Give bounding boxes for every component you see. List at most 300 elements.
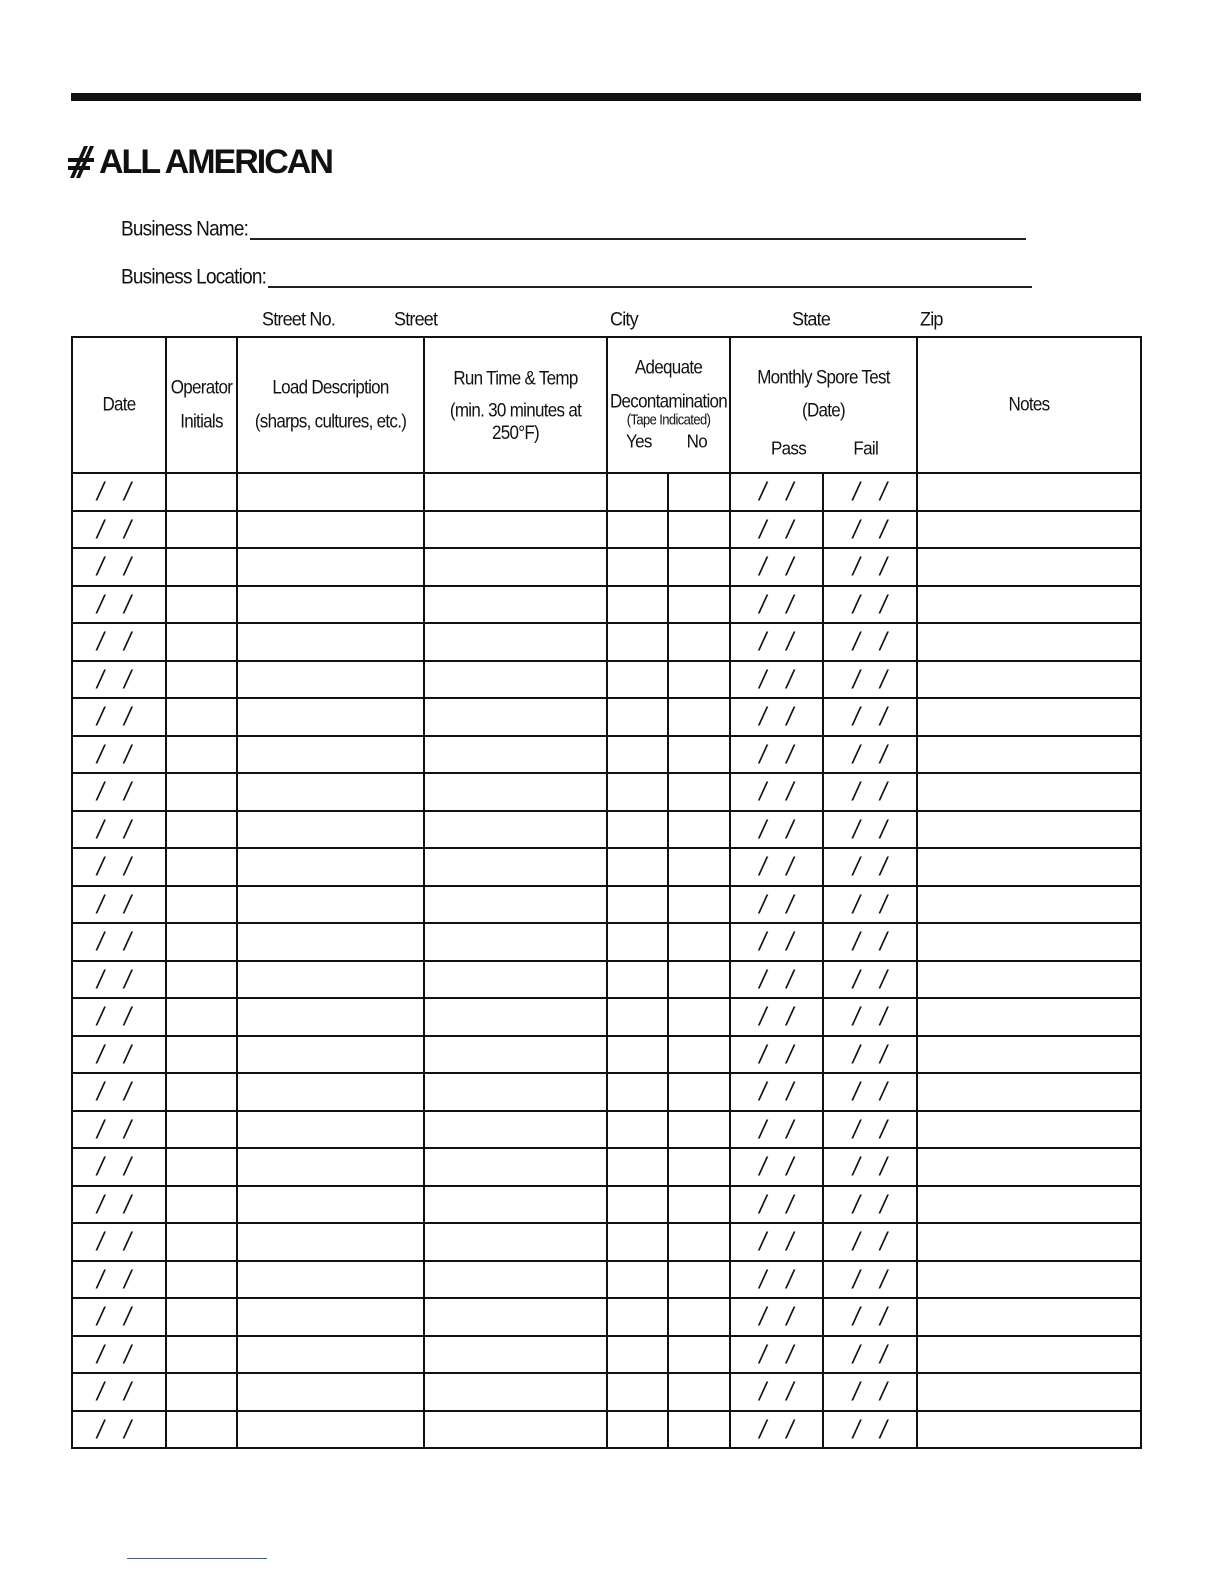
operator-initials-cell[interactable] <box>166 548 237 586</box>
notes-cell[interactable] <box>917 548 1141 586</box>
notes-cell[interactable] <box>917 1111 1141 1149</box>
load-description-cell[interactable] <box>237 998 424 1036</box>
run-time-temp-cell[interactable] <box>424 886 607 924</box>
notes-cell[interactable] <box>917 1223 1141 1261</box>
date-slash-placeholder: / / <box>97 515 132 542</box>
decon-yes-cell[interactable] <box>607 1186 668 1224</box>
spore-pass-date-cell[interactable] <box>730 473 823 511</box>
date-cell[interactable] <box>72 773 166 811</box>
spore-fail-date-cell[interactable] <box>823 923 917 961</box>
date-cell[interactable] <box>72 923 166 961</box>
operator-initials-cell[interactable] <box>166 1036 237 1074</box>
spore-pass-date-cell[interactable] <box>730 661 823 699</box>
operator-initials-cell[interactable] <box>166 698 237 736</box>
notes-cell[interactable] <box>917 1148 1141 1186</box>
decon-yes-cell[interactable] <box>607 848 668 886</box>
business-name-field[interactable] <box>121 217 1026 242</box>
date-slash-placeholder: / / <box>97 1228 132 1255</box>
yes-subheader: Yes <box>626 431 652 453</box>
load-description-cell[interactable] <box>237 886 424 924</box>
load-description-cell[interactable] <box>237 773 424 811</box>
date-slash-placeholder: / / <box>97 703 132 730</box>
decon-yes-cell[interactable] <box>607 548 668 586</box>
operator-initials-cell[interactable] <box>166 886 237 924</box>
decon-yes-cell[interactable] <box>607 773 668 811</box>
date-cell[interactable] <box>72 1073 166 1111</box>
spore-fail-date-cell[interactable] <box>823 623 917 661</box>
date-slash-placeholder: / / <box>759 628 794 655</box>
decon-no-cell[interactable] <box>668 1411 730 1449</box>
spore-pass-date-cell[interactable] <box>730 773 823 811</box>
spore-pass-date-cell[interactable] <box>730 586 823 624</box>
table-body <box>72 473 1141 1448</box>
date-slash-placeholder: / / <box>759 928 794 955</box>
run-time-temp-cell[interactable] <box>424 1298 607 1336</box>
date-cell[interactable] <box>72 661 166 699</box>
spore-fail-date-cell[interactable] <box>823 736 917 774</box>
decon-yes-cell[interactable] <box>607 998 668 1036</box>
spore-pass-date-cell[interactable] <box>730 961 823 999</box>
business-name-line[interactable] <box>250 237 1026 240</box>
table-row <box>72 586 1141 624</box>
spore-fail-date-cell[interactable] <box>823 886 917 924</box>
spore-pass-date-cell[interactable] <box>730 848 823 886</box>
date-slash-placeholder: / / <box>97 628 132 655</box>
sterilization-log-table <box>71 336 1142 1449</box>
table-row <box>72 623 1141 661</box>
spore-pass-date-cell[interactable] <box>730 623 823 661</box>
notes-cell[interactable] <box>917 1298 1141 1336</box>
operator-initials-cell[interactable] <box>166 1186 237 1224</box>
spore-fail-date-cell[interactable] <box>823 1261 917 1299</box>
decon-no-cell[interactable] <box>668 1186 730 1224</box>
run-time-temp-cell[interactable] <box>424 811 607 849</box>
zip-label: Zip <box>920 307 943 330</box>
operator-initials-cell[interactable] <box>166 473 237 511</box>
operator-initials-cell[interactable] <box>166 661 237 699</box>
run-time-temp-cell[interactable] <box>424 773 607 811</box>
spore-pass-date-cell[interactable] <box>730 1298 823 1336</box>
operator-initials-cell[interactable] <box>166 511 237 549</box>
decon-no-cell[interactable] <box>668 1111 730 1149</box>
run-time-temp-cell[interactable] <box>424 998 607 1036</box>
notes-cell[interactable] <box>917 811 1141 849</box>
operator-initials-cell[interactable] <box>166 848 237 886</box>
run-time-temp-cell[interactable] <box>424 511 607 549</box>
operator-initials-cell[interactable] <box>166 736 237 774</box>
decon-no-cell[interactable] <box>668 773 730 811</box>
notes-cell[interactable] <box>917 661 1141 699</box>
table-row <box>72 1111 1141 1149</box>
date-slash-placeholder: / / <box>97 1190 132 1217</box>
top-rule <box>71 93 1141 101</box>
operator-initials-cell[interactable] <box>166 1111 237 1149</box>
operator-initials-cell[interactable] <box>166 1373 237 1411</box>
table-row <box>72 473 1141 511</box>
date-cell[interactable] <box>72 1223 166 1261</box>
run-time-temp-cell[interactable] <box>424 736 607 774</box>
operator-initials-cell[interactable] <box>166 998 237 1036</box>
date-slash-placeholder: / / <box>852 1378 888 1405</box>
notes-cell[interactable] <box>917 1336 1141 1374</box>
date-slash-placeholder: / / <box>759 1265 794 1292</box>
operator-initials-cell[interactable] <box>166 811 237 849</box>
spore-fail-date-cell[interactable] <box>823 1411 917 1449</box>
date-cell[interactable] <box>72 848 166 886</box>
spore-pass-date-cell[interactable] <box>730 1186 823 1224</box>
date-slash-placeholder: / / <box>759 1040 794 1067</box>
spore-fail-date-cell[interactable] <box>823 586 917 624</box>
load-description-cell[interactable] <box>237 811 424 849</box>
operator-initials-cell[interactable] <box>166 773 237 811</box>
date-cell[interactable] <box>72 961 166 999</box>
operator-initials-cell[interactable] <box>166 1298 237 1336</box>
decon-yes-cell[interactable] <box>607 586 668 624</box>
run-time-temp-cell[interactable] <box>424 661 607 699</box>
run-time-temp-cell[interactable] <box>424 1073 607 1111</box>
decon-yes-cell[interactable] <box>607 1111 668 1149</box>
load-description-cell[interactable] <box>237 1073 424 1111</box>
operator-initials-cell[interactable] <box>166 623 237 661</box>
load-description-cell[interactable] <box>237 1148 424 1186</box>
decon-yes-cell[interactable] <box>607 886 668 924</box>
decon-no-cell[interactable] <box>668 511 730 549</box>
operator-initials-cell[interactable] <box>166 1411 237 1449</box>
run-time-temp-cell[interactable] <box>424 923 607 961</box>
operator-initials-cell[interactable] <box>166 923 237 961</box>
pass-subheader: Pass <box>771 437 807 459</box>
load-description-cell[interactable] <box>237 698 424 736</box>
date-cell[interactable] <box>72 511 166 549</box>
run-time-temp-cell[interactable] <box>424 473 607 511</box>
table-row <box>72 1186 1141 1224</box>
date-cell[interactable] <box>72 1111 166 1149</box>
load-description-header: Load Description (sharps, cultures, etc.) <box>237 337 424 473</box>
date-cell[interactable] <box>72 473 166 511</box>
notes-cell[interactable] <box>917 1186 1141 1224</box>
decon-yes-cell[interactable] <box>607 1373 668 1411</box>
date-slash-placeholder: / / <box>759 815 794 842</box>
notes-cell[interactable] <box>917 886 1141 924</box>
notes-cell[interactable] <box>917 586 1141 624</box>
operator-initials-cell[interactable] <box>166 1261 237 1299</box>
decon-yes-cell[interactable] <box>607 661 668 699</box>
date-cell[interactable] <box>72 548 166 586</box>
decon-yes-cell[interactable] <box>607 511 668 549</box>
decon-no-cell[interactable] <box>668 886 730 924</box>
load-description-cell[interactable] <box>237 1036 424 1074</box>
notes-cell[interactable] <box>917 698 1141 736</box>
table-header-row <box>72 337 1141 473</box>
spore-fail-date-cell[interactable] <box>823 1186 917 1224</box>
run-time-temp-cell[interactable] <box>424 1111 607 1149</box>
spore-fail-date-cell[interactable] <box>823 698 917 736</box>
decon-no-cell[interactable] <box>668 1261 730 1299</box>
notes-cell[interactable] <box>917 511 1141 549</box>
spore-pass-date-cell[interactable] <box>730 1036 823 1074</box>
run-time-temp-cell[interactable] <box>424 1373 607 1411</box>
decon-no-cell[interactable] <box>668 961 730 999</box>
decon-yes-cell[interactable] <box>607 1148 668 1186</box>
decon-yes-cell[interactable] <box>607 961 668 999</box>
table-row <box>72 1373 1141 1411</box>
load-description-cell[interactable] <box>237 848 424 886</box>
spore-pass-date-cell[interactable] <box>730 923 823 961</box>
date-cell[interactable] <box>72 1411 166 1449</box>
spore-fail-date-cell[interactable] <box>823 1073 917 1111</box>
load-description-cell[interactable] <box>237 961 424 999</box>
decon-yes-cell[interactable] <box>607 1261 668 1299</box>
business-name-label: Business Name: <box>121 217 249 241</box>
load-description-cell[interactable] <box>237 923 424 961</box>
decon-no-cell[interactable] <box>668 1148 730 1186</box>
spore-pass-date-cell[interactable] <box>730 1336 823 1374</box>
decon-no-cell[interactable] <box>668 811 730 849</box>
decon-no-cell[interactable] <box>668 623 730 661</box>
date-slash-placeholder: / / <box>97 928 132 955</box>
date-slash-placeholder: / / <box>852 1153 888 1180</box>
date-slash-placeholder: / / <box>852 1040 888 1067</box>
date-cell[interactable] <box>72 623 166 661</box>
spore-fail-date-cell[interactable] <box>823 511 917 549</box>
street-no-label: Street No. <box>262 307 336 330</box>
notes-cell[interactable] <box>917 736 1141 774</box>
load-description-cell[interactable] <box>237 1261 424 1299</box>
notes-cell[interactable] <box>917 848 1141 886</box>
operator-initials-cell[interactable] <box>166 1073 237 1111</box>
date-slash-placeholder: / / <box>97 1340 132 1367</box>
spore-pass-date-cell[interactable] <box>730 811 823 849</box>
business-location-field[interactable] <box>121 265 1032 290</box>
notes-cell[interactable] <box>917 1373 1141 1411</box>
table-row <box>72 923 1141 961</box>
spore-pass-date-cell[interactable] <box>730 1261 823 1299</box>
decon-no-cell[interactable] <box>668 698 730 736</box>
date-slash-placeholder: / / <box>759 665 794 692</box>
spore-fail-date-cell[interactable] <box>823 1298 917 1336</box>
spore-pass-date-cell[interactable] <box>730 1223 823 1261</box>
run-time-temp-header: Run Time & Temp (min. 30 minutes at 250°F) <box>424 337 607 473</box>
spore-fail-date-cell[interactable] <box>823 811 917 849</box>
date-slash-placeholder: / / <box>852 553 888 580</box>
run-time-temp-cell[interactable] <box>424 1186 607 1224</box>
decon-yes-cell[interactable] <box>607 698 668 736</box>
footer-link-underline[interactable] <box>127 1558 267 1559</box>
decon-no-cell[interactable] <box>668 548 730 586</box>
spore-fail-date-cell[interactable] <box>823 1336 917 1374</box>
decon-yes-cell[interactable] <box>607 473 668 511</box>
operator-initials-cell[interactable] <box>166 1336 237 1374</box>
date-cell[interactable] <box>72 1186 166 1224</box>
business-location-line[interactable] <box>268 285 1032 288</box>
decon-yes-cell[interactable] <box>607 1298 668 1336</box>
spore-fail-date-cell[interactable] <box>823 548 917 586</box>
date-slash-placeholder: / / <box>759 1003 794 1030</box>
run-time-temp-cell[interactable] <box>424 623 607 661</box>
date-cell[interactable] <box>72 998 166 1036</box>
date-slash-placeholder: / / <box>852 1115 888 1142</box>
decon-yes-cell[interactable] <box>607 811 668 849</box>
date-slash-placeholder: / / <box>852 478 888 505</box>
run-time-temp-cell[interactable] <box>424 1223 607 1261</box>
decon-yes-cell[interactable] <box>607 1223 668 1261</box>
date-slash-placeholder: / / <box>759 515 794 542</box>
date-slash-placeholder: / / <box>852 740 888 767</box>
run-time-temp-cell[interactable] <box>424 961 607 999</box>
spore-fail-date-cell[interactable] <box>823 1373 917 1411</box>
date-slash-placeholder: / / <box>852 853 888 880</box>
run-time-temp-cell[interactable] <box>424 848 607 886</box>
all-american-stripes-logo-icon <box>68 144 98 180</box>
date-cell[interactable] <box>72 886 166 924</box>
decon-no-cell[interactable] <box>668 1298 730 1336</box>
date-cell[interactable] <box>72 1261 166 1299</box>
notes-cell[interactable] <box>917 1261 1141 1299</box>
date-cell[interactable] <box>72 736 166 774</box>
decon-yes-cell[interactable] <box>607 1411 668 1449</box>
notes-cell[interactable] <box>917 923 1141 961</box>
load-description-cell[interactable] <box>237 586 424 624</box>
date-cell[interactable] <box>72 1373 166 1411</box>
spore-fail-date-cell[interactable] <box>823 1036 917 1074</box>
spore-pass-date-cell[interactable] <box>730 1148 823 1186</box>
notes-cell[interactable] <box>917 1411 1141 1449</box>
load-description-cell[interactable] <box>237 1336 424 1374</box>
date-cell[interactable] <box>72 1336 166 1374</box>
spore-pass-date-cell[interactable] <box>730 548 823 586</box>
spore-pass-date-cell[interactable] <box>730 1111 823 1149</box>
load-description-cell[interactable] <box>237 511 424 549</box>
spore-fail-date-cell[interactable] <box>823 961 917 999</box>
spore-pass-date-cell[interactable] <box>730 1411 823 1449</box>
load-description-cell[interactable] <box>237 1111 424 1149</box>
table-row <box>72 1298 1141 1336</box>
spore-pass-date-cell[interactable] <box>730 998 823 1036</box>
date-slash-placeholder: / / <box>852 890 888 917</box>
date-slash-placeholder: / / <box>759 1378 794 1405</box>
table-row <box>72 773 1141 811</box>
spore-fail-date-cell[interactable] <box>823 473 917 511</box>
operator-initials-cell[interactable] <box>166 961 237 999</box>
load-description-cell[interactable] <box>237 623 424 661</box>
load-description-cell[interactable] <box>237 1186 424 1224</box>
spore-fail-date-cell[interactable] <box>823 1111 917 1149</box>
decon-no-cell[interactable] <box>668 586 730 624</box>
load-description-cell[interactable] <box>237 661 424 699</box>
notes-cell[interactable] <box>917 1073 1141 1111</box>
load-description-cell[interactable] <box>237 1298 424 1336</box>
spore-fail-date-cell[interactable] <box>823 1148 917 1186</box>
load-description-cell[interactable] <box>237 1411 424 1449</box>
decon-yes-cell[interactable] <box>607 736 668 774</box>
date-slash-placeholder: / / <box>759 965 794 992</box>
date-cell[interactable] <box>72 1036 166 1074</box>
operator-initials-cell[interactable] <box>166 1148 237 1186</box>
run-time-temp-cell[interactable] <box>424 586 607 624</box>
run-time-temp-cell[interactable] <box>424 548 607 586</box>
date-cell[interactable] <box>72 811 166 849</box>
decon-no-cell[interactable] <box>668 661 730 699</box>
decon-yes-cell[interactable] <box>607 1036 668 1074</box>
decon-yes-cell[interactable] <box>607 1073 668 1111</box>
decon-no-cell[interactable] <box>668 1036 730 1074</box>
date-slash-placeholder: / / <box>852 1265 888 1292</box>
notes-cell[interactable] <box>917 623 1141 661</box>
load-description-cell[interactable] <box>237 1373 424 1411</box>
decon-no-cell[interactable] <box>668 998 730 1036</box>
spore-pass-date-cell[interactable] <box>730 1073 823 1111</box>
operator-initials-cell[interactable] <box>166 586 237 624</box>
decon-yes-cell[interactable] <box>607 623 668 661</box>
date-slash-placeholder: / / <box>97 1115 132 1142</box>
decon-yes-cell[interactable] <box>607 923 668 961</box>
decon-no-cell[interactable] <box>668 848 730 886</box>
spore-pass-date-cell[interactable] <box>730 511 823 549</box>
run-time-temp-cell[interactable] <box>424 1411 607 1449</box>
date-slash-placeholder: / / <box>97 1078 132 1105</box>
decon-no-cell[interactable] <box>668 1336 730 1374</box>
spore-fail-date-cell[interactable] <box>823 848 917 886</box>
load-description-cell[interactable] <box>237 1223 424 1261</box>
date-slash-placeholder: / / <box>97 815 132 842</box>
run-time-temp-cell[interactable] <box>424 1261 607 1299</box>
date-slash-placeholder: / / <box>97 1040 132 1067</box>
notes-cell[interactable] <box>917 1036 1141 1074</box>
date-slash-placeholder: / / <box>759 1078 794 1105</box>
decon-no-cell[interactable] <box>668 1073 730 1111</box>
spore-fail-date-cell[interactable] <box>823 998 917 1036</box>
date-header: Date <box>72 337 166 473</box>
spore-fail-date-cell[interactable] <box>823 1223 917 1261</box>
table-row <box>72 1073 1141 1111</box>
decon-no-cell[interactable] <box>668 1373 730 1411</box>
run-time-temp-cell[interactable] <box>424 1336 607 1374</box>
date-cell[interactable] <box>72 1148 166 1186</box>
date-slash-placeholder: / / <box>852 665 888 692</box>
run-time-temp-cell[interactable] <box>424 1148 607 1186</box>
decon-yes-cell[interactable] <box>607 1336 668 1374</box>
operator-initials-header: Operator Initials <box>166 337 237 473</box>
run-time-temp-cell[interactable] <box>424 698 607 736</box>
run-time-temp-cell[interactable] <box>424 1036 607 1074</box>
decon-no-cell[interactable] <box>668 923 730 961</box>
date-slash-placeholder: / / <box>759 703 794 730</box>
load-description-cell[interactable] <box>237 473 424 511</box>
date-slash-placeholder: / / <box>852 1003 888 1030</box>
decon-no-cell[interactable] <box>668 1223 730 1261</box>
decon-no-cell[interactable] <box>668 473 730 511</box>
spore-pass-date-cell[interactable] <box>730 1373 823 1411</box>
spore-pass-date-cell[interactable] <box>730 736 823 774</box>
table-row <box>72 998 1141 1036</box>
notes-cell[interactable] <box>917 473 1141 511</box>
spore-pass-date-cell[interactable] <box>730 698 823 736</box>
load-description-cell[interactable] <box>237 548 424 586</box>
decon-no-cell[interactable] <box>668 736 730 774</box>
spore-fail-date-cell[interactable] <box>823 773 917 811</box>
date-cell[interactable] <box>72 586 166 624</box>
operator-initials-cell[interactable] <box>166 1223 237 1261</box>
date-cell[interactable] <box>72 1298 166 1336</box>
spore-pass-date-cell[interactable] <box>730 886 823 924</box>
notes-cell[interactable] <box>917 773 1141 811</box>
date-cell[interactable] <box>72 698 166 736</box>
load-description-cell[interactable] <box>237 736 424 774</box>
spore-fail-date-cell[interactable] <box>823 661 917 699</box>
notes-cell[interactable] <box>917 961 1141 999</box>
notes-cell[interactable] <box>917 998 1141 1036</box>
date-slash-placeholder: / / <box>852 1078 888 1105</box>
